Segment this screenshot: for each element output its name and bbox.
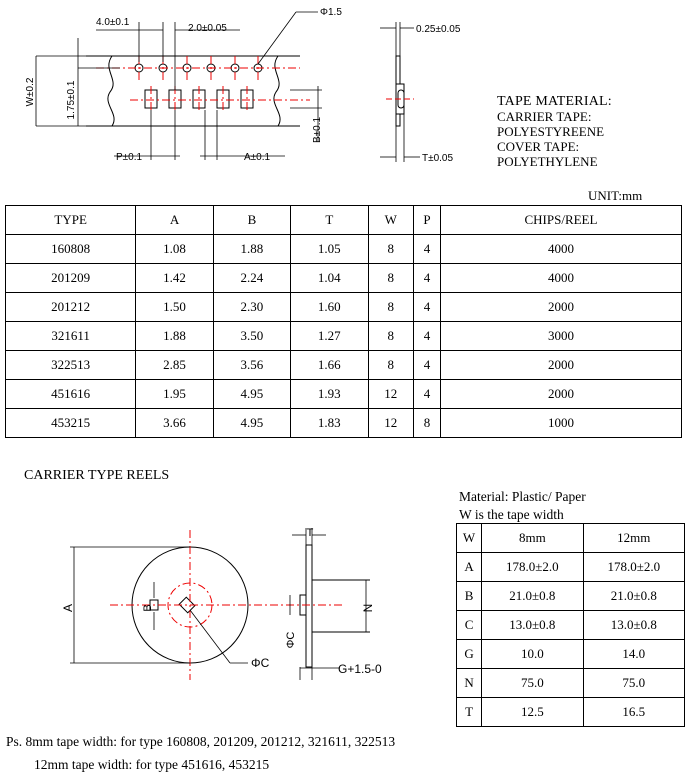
table-row (457, 611, 685, 640)
table-row (457, 698, 685, 727)
unit-label: UNIT:mm (588, 188, 643, 203)
header-cell: B (213, 206, 290, 235)
table-cell: 3000 (440, 322, 681, 351)
table-row (6, 380, 682, 409)
table-cell: 1.60 (291, 293, 368, 322)
table-cell: 1.66 (291, 351, 368, 380)
table-cell: 4000 (440, 264, 681, 293)
table-cell: 4 (414, 322, 441, 351)
table-row (6, 235, 682, 264)
table-cell: 201209 (6, 264, 136, 293)
table-cell: 12 (368, 409, 414, 438)
table-cell: 8 (368, 351, 414, 380)
material-line: POLYESTYREENE (497, 124, 605, 139)
reel-label-b: B (142, 604, 154, 612)
table-cell: 8 (414, 409, 441, 438)
table-cell: B (457, 582, 482, 611)
table-cell: 2.30 (213, 293, 290, 322)
table-row (6, 322, 682, 351)
dim-t: T±0.05 (422, 153, 454, 164)
header-cell: CHIPS/REEL (440, 206, 681, 235)
table-cell: 8 (368, 322, 414, 351)
header-cell: W (457, 524, 482, 553)
material-line: CARRIER TAPE: (497, 109, 592, 124)
table-row (6, 293, 682, 322)
header-cell: T (291, 206, 368, 235)
table-cell: 2000 (440, 293, 681, 322)
dim-pitch-2: 2.0±0.05 (188, 23, 227, 34)
table-cell: 201212 (6, 293, 136, 322)
table-cell: 1.50 (136, 293, 213, 322)
dim-a: A±0.1 (244, 152, 271, 163)
table-cell: A (457, 553, 482, 582)
table-cell: 14.0 (583, 640, 684, 669)
table-row (457, 640, 685, 669)
table-cell: 4.95 (213, 380, 290, 409)
table-cell: N (457, 669, 482, 698)
table-cell: 3.66 (136, 409, 213, 438)
table-cell: 3.56 (213, 351, 290, 380)
table-cell: C (457, 611, 482, 640)
table-cell: 1.42 (136, 264, 213, 293)
dim-b: B±0.1 (312, 116, 323, 144)
reel-dimensions-table (456, 523, 685, 727)
reel-material: Material: Plastic/ Paper (459, 489, 586, 504)
table-cell: 1000 (440, 409, 681, 438)
table-cell: 16.5 (583, 698, 684, 727)
dim-pitch-4: 4.0±0.1 (96, 17, 130, 28)
table-cell: 322513 (6, 351, 136, 380)
table-cell: 13.0±0.8 (583, 611, 684, 640)
table-cell: 4.95 (213, 409, 290, 438)
table-cell: 1.95 (136, 380, 213, 409)
tape-dimensions-table (5, 205, 682, 438)
table-cell: 12 (368, 380, 414, 409)
table-cell: 1.93 (291, 380, 368, 409)
table-cell: G (457, 640, 482, 669)
tape-material-block (497, 94, 612, 169)
table-cell: 451616 (6, 380, 136, 409)
header-cell: W (368, 206, 414, 235)
table-cell: 1.88 (213, 235, 290, 264)
table-cell: 3.50 (213, 322, 290, 351)
table-row (6, 264, 682, 293)
material-line: POLYETHYLENE (497, 154, 598, 169)
reel-label-g: G+1.5-0 (338, 662, 382, 676)
table-row (457, 669, 685, 698)
table-row (6, 409, 682, 438)
header-cell: A (136, 206, 213, 235)
table-cell: 13.0±0.8 (482, 611, 583, 640)
footnote-8mm: Ps. 8mm tape width: for type 160808, 201209, 201212, 321611, 322513 (6, 734, 396, 749)
table-cell: 4 (414, 264, 441, 293)
table-cell: 2000 (440, 380, 681, 409)
dim-offset: 1.75±0.1 (66, 80, 77, 120)
table-cell: 10.0 (482, 640, 583, 669)
table-cell: 1.27 (291, 322, 368, 351)
header-cell: P (414, 206, 441, 235)
table-cell: 2000 (440, 351, 681, 380)
reel-section-title: CARRIER TYPE REELS (24, 468, 170, 483)
table-cell: 8 (368, 264, 414, 293)
table-cell: 75.0 (583, 669, 684, 698)
table-cell: 8 (368, 235, 414, 264)
dim-thickness: 0.25±0.05 (416, 24, 461, 35)
table-cell: 1.83 (291, 409, 368, 438)
table-cell: 8 (368, 293, 414, 322)
table-cell: 1.88 (136, 322, 213, 351)
reel-label-a: A (61, 603, 75, 613)
table-cell: 4 (414, 235, 441, 264)
table-cell: 2.24 (213, 264, 290, 293)
reel-side-view (300, 545, 370, 667)
table-cell: 321611 (6, 322, 136, 351)
reel-width-note: W is the tape width (459, 507, 564, 522)
dim-width: W±0.2 (25, 77, 36, 107)
table-cell: 1.04 (291, 264, 368, 293)
table-cell: 178.0±2.0 (583, 553, 684, 582)
reel-label-phi-c-side: ΦC (285, 631, 297, 649)
reel-label-n: N (361, 603, 375, 613)
reel-label-phi-c: ΦC (251, 656, 270, 670)
table-cell: 2.85 (136, 351, 213, 380)
table-header-row (457, 524, 685, 553)
table-cell: 1.05 (291, 235, 368, 264)
dim-p: P±0.1 (116, 152, 143, 163)
table-cell: 1.08 (136, 235, 213, 264)
reel-material-block (459, 488, 586, 524)
table-cell: 160808 (6, 235, 136, 264)
table-cell: 4 (414, 380, 441, 409)
table-cell: 453215 (6, 409, 136, 438)
header-cell: TYPE (6, 206, 136, 235)
table-cell: 178.0±2.0 (482, 553, 583, 582)
tape-side-view (396, 56, 404, 126)
table-cell: 4 (414, 293, 441, 322)
tape-material-heading: TAPE MATERIAL: (497, 94, 612, 109)
footnote-12mm: 12mm tape width: for type 451616, 453215 (34, 757, 270, 772)
table-cell: 75.0 (482, 669, 583, 698)
dim-hole-diameter: Φ1.5 (320, 7, 342, 18)
table-cell: 12.5 (482, 698, 583, 727)
table-cell: 21.0±0.8 (482, 582, 583, 611)
table-cell: 4 (414, 351, 441, 380)
table-row (457, 553, 685, 582)
table-row (457, 582, 685, 611)
table-cell: 4000 (440, 235, 681, 264)
header-cell: 12mm (583, 524, 684, 553)
header-cell: 8mm (482, 524, 583, 553)
material-line: COVER TAPE: (497, 139, 580, 154)
table-cell: 21.0±0.8 (583, 582, 684, 611)
table-cell: T (457, 698, 482, 727)
reel-label-t: T (306, 527, 314, 539)
reel-diagram (0, 515, 450, 685)
table-row (6, 351, 682, 380)
table-header-row (6, 206, 682, 235)
